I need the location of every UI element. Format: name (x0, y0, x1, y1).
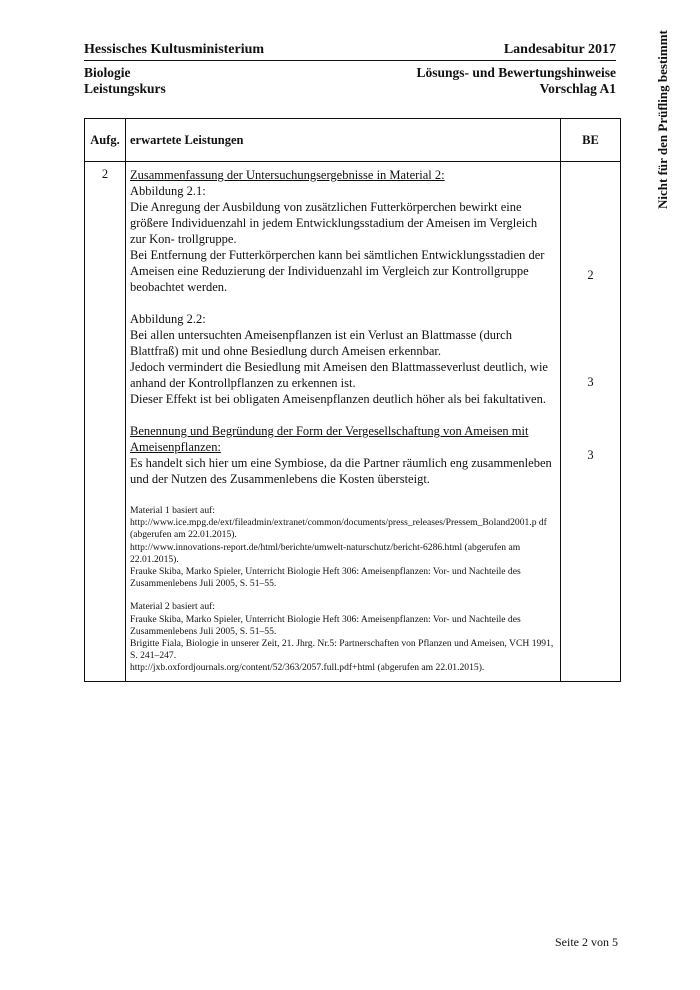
document-type: Lösungs- und Bewertungshinweise (416, 65, 616, 80)
material2-source: Frauke Skiba, Marko Spieler, Unterricht Biologie Heft 306: Ameisenpflanzen: Vor- und Nachteile des Zusammenlebens Juli 2005, S. 51–55. (130, 613, 521, 637)
fig22-text3: Dieser Effekt ist bei obligaten Ameisenpflanzen deutlich höher als bei fakultativen. (130, 392, 546, 406)
material1-title: Material 1 basiert auf: (130, 505, 215, 516)
material2-source: http://jxb.oxfordjournals.org/content/52/363/2057.full.pdf+html (abgerufen am 22.01.2015). (130, 662, 485, 674)
fig21-text1: Die Anregung der Ausbildung von zusätzlichen Futterkörperchen bewirkt eine größere Individuenzahl in jedem Entwicklungsstadium der Ameisen im Vergleich zur Kon- trollgruppe. (130, 200, 538, 246)
material1-source: http://www.innovations-report.de/html/berichte/umwelt-naturschutz/bericht-6286.html (abgerufen am 22.01.2015). (130, 541, 521, 565)
material2-source: Brigitte Fiala, Biologie in unserer Zeit, 21. Jhrg. Nr.5: Partnerschaften von Pflanzen und Ameisen, VCH 1991, S. 241–247. (130, 638, 554, 662)
subject: Biologie (84, 65, 131, 80)
header-line-2 (84, 65, 616, 97)
fig22-text2: Jedoch vermindert die Besiedlung mit Ameisen den Blattmasseverlust deutlich, wie anhand der Kontrollpflanzen zu erkennen ist. (130, 360, 548, 390)
table-row (85, 162, 621, 682)
points-value: 3 (587, 375, 594, 389)
solution-table (84, 118, 621, 682)
header-right (416, 65, 616, 97)
proposal: Vorschlag A1 (539, 81, 616, 96)
page-number: Seite 2 von 5 (555, 935, 618, 949)
points-value: 2 (587, 268, 594, 282)
header-left (84, 65, 166, 97)
ministry-name: Hessisches Kultusministerium (84, 42, 265, 57)
fig22-title: Abbildung 2.2: (130, 312, 206, 326)
section2-text: Es handelt sich hier um eine Symbiose, da die Partner räumlich eng zusammenleben und der Nutzen des Zusammenlebens die Kosten übersteigt. (130, 456, 552, 486)
col-header-expected: erwartete Leistungen (126, 119, 561, 162)
expected-performance (126, 162, 561, 682)
section1-heading: Zusammenfassung der Untersuchungsergebnisse in Material 2: (130, 168, 445, 182)
exam-name: Landesabitur 2017 (503, 42, 616, 57)
points-value: 3 (587, 448, 594, 462)
task-number: 2 (85, 162, 126, 682)
points-cell (561, 162, 621, 682)
material1-source: http://www.ice.mpg.de/ext/fileadmin/extranet/common/documents/press_releases/Pressem_Boland2001.p df (abgerufen am 22.01.2015). (130, 517, 547, 541)
sources (130, 505, 556, 675)
fig21-text2: Bei Entfernung der Futterkörperchen kann bei sämtlichen Entwicklungsstadien der Ameisen eine Reduzierung der Individuenzahl im Vergleich zur Kontrollgruppe beobachtet werden. (130, 248, 545, 294)
fig22-text1: Bei allen untersuchten Ameisenpflanzen ist ein Verlust an Blattmasse (durch Blattfraß) mit und ohne Besiedlung durch Ameisen erkennbar. (130, 328, 512, 358)
col-header-points: BE (561, 119, 621, 162)
material2-title: Material 2 basiert auf: (130, 601, 215, 613)
fig21-title: Abbildung 2.1: (130, 184, 206, 198)
material1-source: Frauke Skiba, Marko Spieler, Unterricht Biologie Heft 306: Ameisenpflanzen: Vor- und Nachteile des Zusammenlebens Juli 2005, S. 51–55. (130, 566, 521, 590)
table-header-row (85, 119, 621, 162)
section2-heading: Benennung und Begründung der Form der Vergesellschaftung von Ameisen mit Ameisenpflanzen: (130, 424, 529, 454)
header-line-1 (84, 42, 616, 61)
col-header-task: Aufg. (85, 119, 126, 162)
course: Leistungskurs (84, 81, 166, 96)
not-for-candidate-note: Nicht für den Prüfling bestimmt (655, 30, 670, 209)
